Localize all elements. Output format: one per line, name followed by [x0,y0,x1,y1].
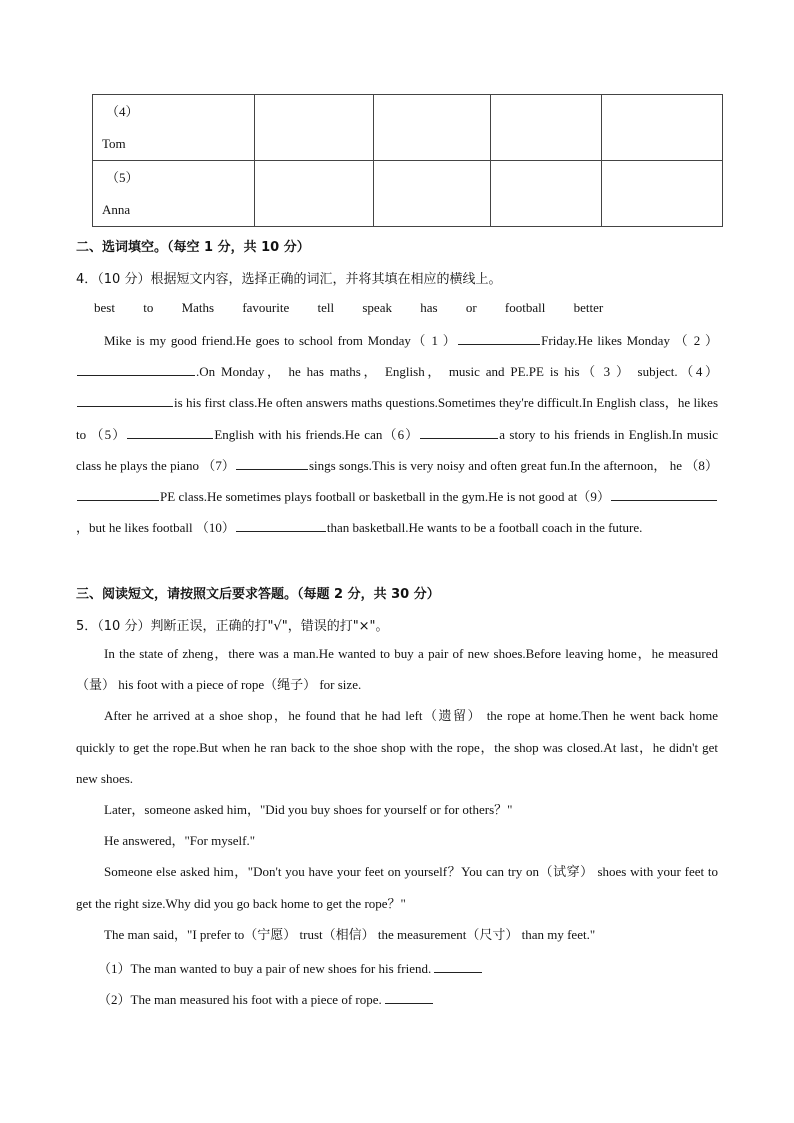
passage-text: wants to be a football coach in the future. [426,520,643,536]
question4-prompt: 4．（10 分）根据短文内容，选择正确的词汇，并将其填在相应的横线上。 [76,272,502,287]
word-bank-item: favourite [242,300,290,315]
cloze-passage [76,325,718,543]
statement-text: （2）The man measured his foot with a piece of rope. [98,992,382,1007]
reading-paragraph: Someone else asked him，"Don't you have your feet on yourself？You can try on（试穿） shoes with your feet to get the right size.Why did you go back home to get the rope？" [76,864,718,911]
word-bank-item: Maths [181,300,215,315]
question5-prompt: 5．（10 分）判断正误，正确的打"√"，错误的打"×"。 [76,619,389,634]
blank-2[interactable] [77,362,195,376]
answer-blank-2[interactable] [385,990,433,1004]
passage-text: subject.（4） [637,364,718,380]
word-bank-item: or [465,300,477,315]
table-cell[interactable] [602,95,723,161]
table-name-cell [93,161,255,227]
passage-text: sings songs.This is very noisy and often [309,457,518,473]
word-bank-item: better [573,300,604,315]
table-cell[interactable] [374,161,491,227]
passage-text: PE class.He sometimes plays football or basketball in the [160,489,459,505]
table-cell[interactable] [255,95,374,161]
passage-text: is his first class.He often answers maths questions.Sometimes they're difficult.In [174,395,593,411]
passage-text: ，but he likes football （10） [76,520,235,536]
reading-passage [76,638,718,950]
blank-4[interactable] [77,393,173,407]
table-name-cell [93,95,255,161]
passage-text: .On Monday， he has maths， English， music and PE.PE is his（ 3 ） [196,364,632,380]
passage-text: gym.He is not good at（9） [461,489,611,505]
blank-10[interactable] [236,518,326,532]
passage-text: friends in English.In music class he plays the piano （7） [76,426,718,473]
passage-text: Friday.He likes Monday [541,333,670,348]
blank-8[interactable] [77,487,159,501]
section3-heading: 三、阅读短文，请按照文后要求答题。（每题 2 分，共 30 分） [76,587,440,602]
reading-paragraph: In the state of zheng，there was a man.He wanted to buy a pair of new shoes.Before leaving home，he measured（量） his foot with a piece of rope（绳子） for size. [76,646,718,693]
reading-paragraph: After he arrived at a shoe shop，he found that he had left（遗留） the rope at home.Then he went back home quickly to get the rope.But when he ran back to the shoe shop with the rope，the shop was closed.At last，he didn't get new shoes. [76,708,718,786]
reading-paragraph: He answered，"For myself." [104,833,256,849]
statement-text: （1）The man wanted to buy a pair of new shoes for his friend. [98,961,432,976]
word-bank-item: has [420,300,438,315]
passage-text: a story to his [499,426,570,442]
passage-text: （ 2 ） [674,333,718,348]
table-row [93,95,723,161]
table-cell[interactable] [491,161,602,227]
blank-5[interactable] [127,425,213,439]
reading-paragraph: Later，someone asked him，"Did you buy shoes for yourself or for others？" [104,802,513,818]
passage-text: Mike is my good friend.He goes to school from Monday（ 1 ） [104,333,458,348]
row-name: Anna [102,201,131,217]
table-cell[interactable] [491,95,602,161]
row-name: Tom [102,135,126,151]
word-bank-item: speak [362,300,392,315]
passage-text: great fun.In the afternoon， he （8） [520,457,718,473]
passage-text: English with his friends.He can（6） [214,426,420,442]
word-bank-item: football [504,300,546,315]
word-bank [94,300,628,316]
reading-paragraph: The man said，"I prefer to（宁愿） trust（相信） the measurement（尺寸） than my feet." [104,926,596,942]
word-bank-item: best [94,300,115,315]
table-cell[interactable] [602,161,723,227]
passage-text: English class，he likes to （5） [76,395,719,442]
section2-heading: 二、选词填空。（每空 1 分，共 10 分） [76,240,310,255]
blank-1[interactable] [458,331,540,345]
row-number: （5） [106,169,139,185]
word-bank-item: tell [317,300,335,315]
statement-1 [98,958,482,977]
blank-9[interactable] [611,487,717,501]
word-bank-item: to [143,300,154,315]
blank-6[interactable] [420,425,498,439]
answer-blank-1[interactable] [434,959,482,973]
table-row [93,161,723,227]
passage-text: than basketball.He [326,520,424,536]
blank-7[interactable] [236,456,308,470]
table-cell[interactable] [255,161,374,227]
table-cell[interactable] [374,95,491,161]
row-number: （4） [106,103,139,119]
student-table [92,94,723,227]
statement-2 [98,989,433,1008]
